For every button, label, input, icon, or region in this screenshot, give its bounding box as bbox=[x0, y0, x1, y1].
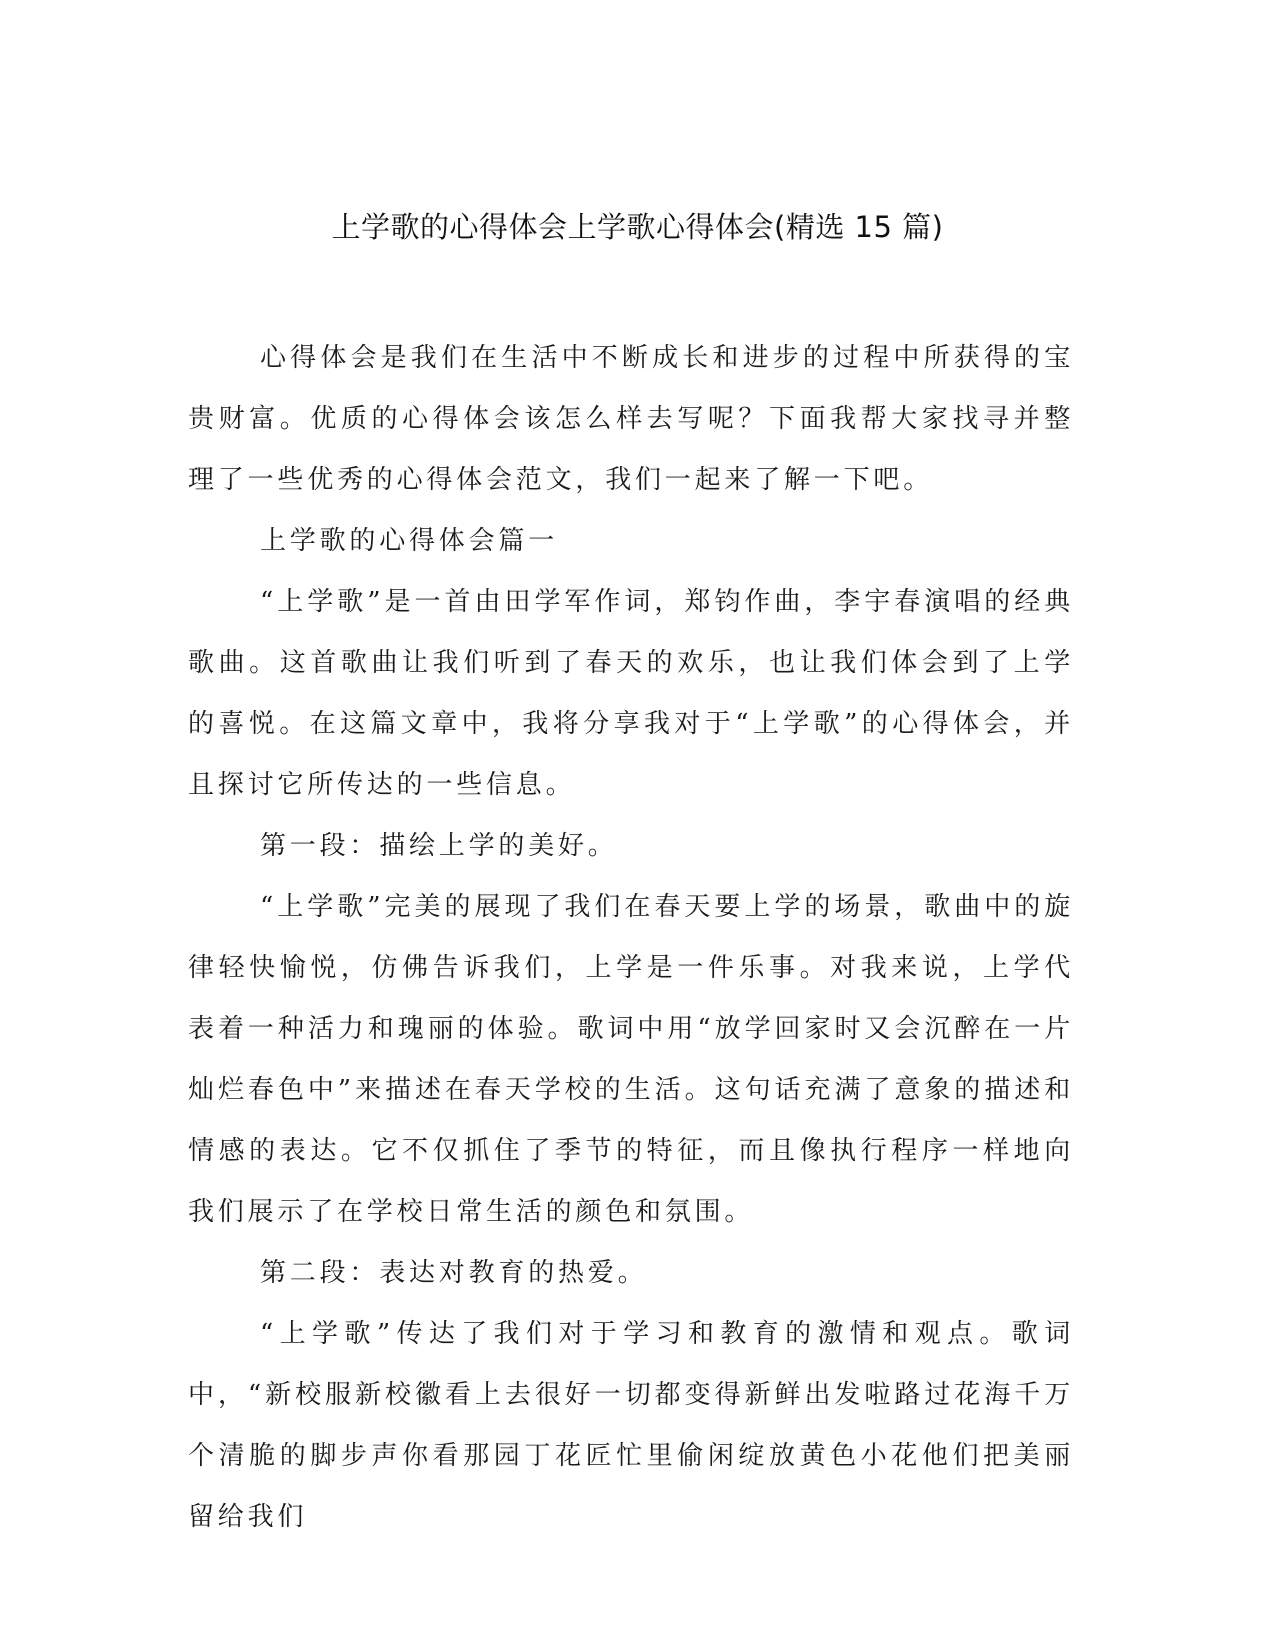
section-heading-second-paragraph: 第二段：表达对教育的热爱。 bbox=[260, 1258, 648, 1288]
intro-paragraph: 心得体会是我们在生活中不断成长和进步的过程中所获得的宝贵财富。优质的心得体会该怎么样去写呢？下面我帮大家找寻并整理了一些优秀的心得体会范文，我们一起来了解一下吧。 bbox=[188, 343, 1074, 495]
body-paragraph: “上学歌”是一首由田学军作词，郑钧作曲，李宇春演唱的经典歌曲。这首歌曲让我们听到了春天的欢乐，也让我们体会到了上学的喜悦。在这篇文章中，我将分享我对于“上学歌”的心得体会，并且探讨它所传达的一些信息。 bbox=[188, 587, 1074, 800]
document-title: 上学歌的心得体会上学歌心得体会(精选 15 篇) bbox=[331, 210, 944, 244]
body-paragraph: “上学歌”完美的展现了我们在春天要上学的场景，歌曲中的旋律轻快愉悦，仿佛告诉我们，上学是一件乐事。对我来说，上学代表着一种活力和瑰丽的体验。歌词中用“放学回家时又会沉醉在一片灿烂春色中”来描述在春天学校的生活。这句话充满了意象的描述和情感的表达。它不仅抓住了季节的特征，而且像执行程序一样地向我们展示了在学校日常生活的颜色和氛围。 bbox=[188, 892, 1074, 1227]
section-heading-part-one: 上学歌的心得体会篇一 bbox=[260, 526, 559, 556]
body-paragraph: “上学歌”传达了我们对于学习和教育的激情和观点。歌词中，“新校服新校徽看上去很好一切都变得新鲜出发啦路过花海千万个清脆的脚步声你看那园丁花匠忙里偷闲绽放黄色小花他们把美丽留给我们 bbox=[188, 1319, 1074, 1532]
document-body bbox=[188, 328, 1074, 1548]
section-heading-first-paragraph: 第一段：描绘上学的美好。 bbox=[260, 831, 618, 861]
